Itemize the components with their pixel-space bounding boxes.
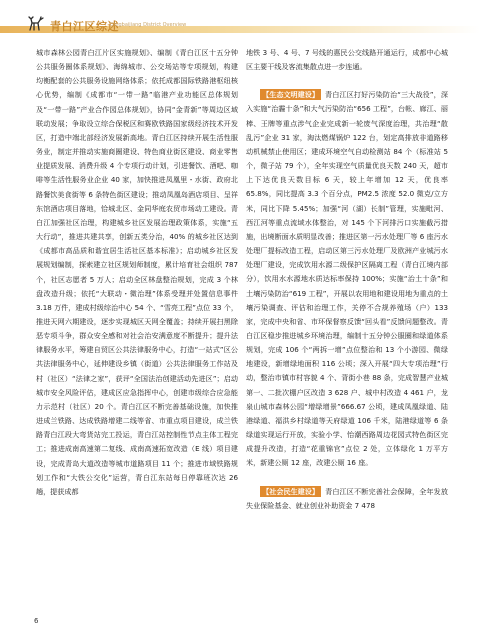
section-text-ecology: 青白江区打好污染防治“三大战役”，深入实施“治霾十条”和大气污染防治“656 工程”，台帐、廊江、丽棒、王牌等重点涉气企业完成新一轮废气深度治理，共治理“散乱污”企业 31 家，淘汰燃煤锅炉 122 台，划定高排放非道路移动机械禁止使用区；建成环境空气自动检测站 84 个（标准站 5 个，微子站 79 个），全年实现空气质量优良天数 240 天，超市上下达优良天数目标 6 天，较上年增加 12 天，优良率 65.8%，同比提高 3.3 个百分点，PM2.5 浓度 52.0 微克/立方米，同比下降 5.45%；加强“河（湖）长制”管理，实施毗河、西江河等重点流域水体整治，对 145 个下河排污口实施截污措施，出境断面水质明显改善；推进区第一污水处理厂等 6 座污水处理厂提标改造工程，启动区第三污水处理厂及欧洲产业城污水处理厂建设，完成饮用水源二级保护区隔离工程（青白江境内部分），饮用水水源地水质达标率保持 100%；实施“治土十条”和土壤污染防治“619 工程”，开展以农用地和建设用地为重点的土壤污染调查、评估和治理工作，关停不合规养殖场（户）133 家，完成中央和省、市环保督察反馈“回头看”反馈问题整改。青白江区稳步推进城乡环境治理，编制十五分钟公服圈和绿道体系规划，完成 106 个“两拆一增”点位整治和 13 个小游园、微绿地建设，新增绿地面积 116 公顷；深入开展“四大专项治理”行动，整治市镇市村容貌 4 个、背街小巷 88 条，完成智慧产业城第一、二批次棚户区改造 3 628 户、城中村改造 4 461 户，龙泉山城市森林公园“增绿增景”666.67 公顷，建成凤凰绿道、陆港绿道、福洪乡村绿道等天府绿道 106 千米，陆港绿道等 6 条绿道实现运行开放，实验小学、怡潮西路周边花园式特色街区完成提升改造，打造“花重锦官”点位 2 处，立体绿化 1 万平方米，新建公厕 12 座，改建公厕 16 座。 (246, 90, 448, 468)
section-ecology (246, 88, 448, 470)
left-column (36, 46, 238, 586)
page-header (0, 0, 480, 40)
section-tag-ecology: 【生态文明建设】 (262, 90, 319, 100)
left-paragraph: 城市森林公园青白江片区实施规划》、编制《青白江区十五分钟公共服务圈体系规划》、海绵城市、公交场站等专项规划，构建均衡配套的公共服务设施网络体系；依托成都国际铁路港枢纽核心优势，编制《成都市“一带一路”临港产业功能区总体规划及“一带一路”产业合作园总体规划》，协同“金青新”等周边区域联动发展；争取设立综合保税区和赛欧铁路国家级经济技术开发区，打造中端北部经济发展新高地。青白江区持续开展生活性服务业，制定并推动实施商圈建设、特色商业街区建设、商业零售业提质发展、消费升级 4 个专项行动计划，引进餐饮、酒吧、咖啡等生活性服务业企业 40 家，加快推进凤凰里・水街、政府北路餐饮美食街等 6 条特色街区建设；推动凤凰岛酒店项目、呈祥东馆酒店项目落地，恰城北区、金同华庭农贸市场动工建设。青白江加强社区治理，构建城乡社区发展治理政策体系，实施“五大行动”，推进共建共享，创新五类分治，40% 的城乡社区达到《成都市高品质和谐宜居生活社区基本标准》；启动城乡社区发展规划编制，探索建立社区规划师制度，累计培育社会组织 787 个，社区志愿者 5 万人；启动全区林盘整治规划，完成 3 个林盘改造升级；依托“大联动・微治理”体系受理并处置信息事件 3.18 万件，建成村级综治中心 54 个、“雪亮工程”点位 33 个，推进天网六期建设，逐步实现城区天网全覆盖；持续开展扫黑除恶专项斗争，群众安全感和对社会治安满意度不断提升；提升法律服务水平，筹建自贸区公共法律服务中心，打造“一站式”区公共法律服务中心，延伸建设乡镇（街道）公共法律服务工作站及村（社区）“法律之家”，获评“全国法治创建活动先进区”；启动城市安全风险评估，建成区应急指挥中心，创建市级综合应急能力示范村（社区）20 个。青白江区不断完善基础设施，加快推进成兰铁路、达成铁路增建二线等省、市重点项目建设，成兰铁路青白江段大弯货站完工投运，青白江站控制性节点主体工程完工；推进成南高速第二复线、成南高速拓宽改造（E 线）项目建设，完成青岛大道改造等城市道路项目 11 个；推进市域铁路规划工作和“大铁公交化”运营，青白江东站每日停靠班次达 26 趟，提获成都 (36, 48, 238, 496)
right-intro-paragraph: 地铁 3 号、4 号、7 号线的惠民公交线路开通运行，成都中心城区主要干线及客流集散点进一步连通。 (246, 48, 448, 72)
section-livelihood (246, 485, 448, 513)
section-text-livelihood: 青白江区不断完善社会保障，全年发放失业保险基金、就业创业补助资金 7 478 (246, 486, 448, 510)
header-title: 青白江区综述 (50, 20, 119, 33)
header-subtitle: Qingbaijiang District Overview (110, 22, 187, 28)
section-tag-livelihood: 【社会民生建设】 (262, 486, 319, 496)
page-number: 6 (34, 617, 39, 625)
right-column (246, 46, 448, 602)
deer-logo-icon (27, 14, 45, 32)
